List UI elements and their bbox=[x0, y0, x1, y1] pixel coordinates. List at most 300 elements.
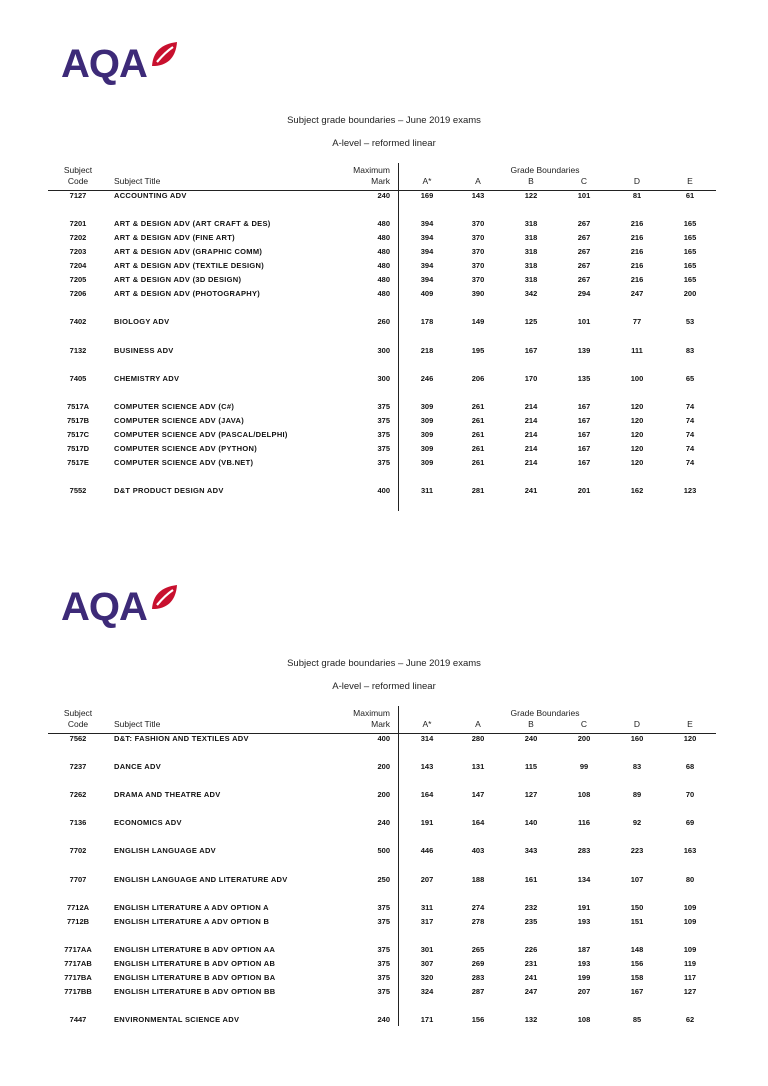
grade-c-cell: 191 bbox=[577, 903, 591, 912]
subject-title-cell: BIOLOGY ADV bbox=[114, 317, 170, 326]
subject-code-cell: 7712B bbox=[66, 917, 90, 926]
grade-astar-cell: 324 bbox=[420, 987, 434, 996]
document-subtitle: A-level – reformed linear bbox=[332, 681, 436, 692]
grade-b-cell: 214 bbox=[524, 416, 538, 425]
subject-code-cell: 7447 bbox=[69, 1015, 87, 1024]
subject-code-cell: 7717AA bbox=[64, 945, 92, 954]
grade-e-cell: 68 bbox=[685, 762, 695, 771]
grade-astar-cell: 246 bbox=[420, 374, 434, 383]
subject-title-cell: ART & DESIGN ADV (TEXTILE DESIGN) bbox=[114, 261, 265, 270]
subject-title-cell: COMPUTER SCIENCE ADV (JAVA) bbox=[114, 416, 245, 425]
table-row bbox=[0, 246, 768, 258]
grade-d-cell: 120 bbox=[630, 430, 644, 439]
table-row bbox=[0, 986, 768, 998]
aqa-logo-text: AQA bbox=[61, 585, 147, 629]
maximum-mark-cell: 480 bbox=[377, 247, 390, 256]
grade-e-cell: 80 bbox=[685, 875, 695, 884]
grade-b-cell: 342 bbox=[524, 289, 538, 298]
maximum-mark-cell: 375 bbox=[377, 903, 390, 912]
grade-a-cell: 261 bbox=[471, 458, 485, 467]
grade-astar-cell: 446 bbox=[420, 846, 434, 855]
maximum-mark-cell: 375 bbox=[377, 430, 390, 439]
grade-b-cell: 226 bbox=[524, 945, 538, 954]
grade-a-cell: 188 bbox=[471, 875, 485, 884]
grade-d-cell: 150 bbox=[630, 903, 644, 912]
subject-code-cell: 7702 bbox=[69, 846, 87, 855]
subject-code-cell: 7552 bbox=[69, 486, 87, 495]
maximum-mark-cell: 480 bbox=[377, 233, 390, 242]
subject-title-cell: COMPUTER SCIENCE ADV (PASCAL/DELPHI) bbox=[114, 430, 288, 439]
grade-c-cell: 200 bbox=[577, 734, 591, 743]
table-row bbox=[0, 260, 768, 272]
header-grade-a: A bbox=[475, 176, 481, 186]
table-row bbox=[0, 789, 768, 801]
maximum-mark-cell: 375 bbox=[377, 917, 390, 926]
grade-c-cell: 193 bbox=[577, 959, 591, 968]
grade-d-cell: 167 bbox=[630, 987, 644, 996]
grade-c-cell: 101 bbox=[577, 317, 591, 326]
grade-b-cell: 318 bbox=[524, 261, 538, 270]
table-row bbox=[0, 457, 768, 469]
grade-b-cell: 122 bbox=[524, 191, 538, 200]
subject-code-cell: 7262 bbox=[69, 790, 87, 799]
grade-b-cell: 240 bbox=[524, 734, 538, 743]
subject-title-cell: ENGLISH LITERATURE B ADV OPTION BB bbox=[114, 987, 276, 996]
document-title: Subject grade boundaries – June 2019 exams bbox=[287, 658, 481, 669]
grade-astar-cell: 309 bbox=[420, 416, 434, 425]
grade-d-cell: 107 bbox=[630, 875, 644, 884]
table-row bbox=[0, 733, 768, 745]
subject-title-cell: ENGLISH LITERATURE B ADV OPTION AA bbox=[114, 945, 276, 954]
grade-astar-cell: 394 bbox=[420, 261, 434, 270]
subject-title-cell: COMPUTER SCIENCE ADV (C#) bbox=[114, 402, 235, 411]
grade-b-cell: 318 bbox=[524, 233, 538, 242]
grade-b-cell: 167 bbox=[524, 346, 538, 355]
header-grade-e: E bbox=[687, 719, 693, 729]
grade-c-cell: 267 bbox=[577, 219, 591, 228]
subject-title-cell: DRAMA AND THEATRE ADV bbox=[114, 790, 221, 799]
grade-e-cell: 117 bbox=[683, 973, 697, 982]
maximum-mark-cell: 480 bbox=[377, 289, 390, 298]
header-subject-code bbox=[48, 708, 108, 730]
grade-a-cell: 269 bbox=[471, 959, 485, 968]
grade-c-cell: 199 bbox=[577, 973, 591, 982]
subject-code-cell: 7206 bbox=[69, 289, 87, 298]
grade-b-cell: 132 bbox=[524, 1015, 538, 1024]
maximum-mark-cell: 260 bbox=[377, 317, 390, 326]
grade-d-cell: 160 bbox=[630, 734, 644, 743]
header-grade-c: C bbox=[580, 719, 588, 729]
grade-d-cell: 89 bbox=[632, 790, 642, 799]
header-grade-d: D bbox=[633, 719, 641, 729]
table-row bbox=[0, 288, 768, 300]
grade-b-cell: 343 bbox=[524, 846, 538, 855]
table-row bbox=[0, 1014, 768, 1026]
maximum-mark-cell: 500 bbox=[377, 846, 390, 855]
grade-e-cell: 165 bbox=[683, 219, 697, 228]
grade-d-cell: 156 bbox=[630, 959, 644, 968]
grade-e-cell: 53 bbox=[685, 317, 695, 326]
grade-astar-cell: 164 bbox=[420, 790, 434, 799]
grade-a-cell: 370 bbox=[471, 233, 485, 242]
subject-code-cell: 7205 bbox=[69, 275, 87, 284]
grade-a-cell: 261 bbox=[471, 444, 485, 453]
header-max-line-2: Mark bbox=[371, 719, 390, 729]
grade-e-cell: 165 bbox=[683, 233, 697, 242]
grade-d-cell: 162 bbox=[630, 486, 644, 495]
subject-code-cell: 7717AB bbox=[64, 959, 92, 968]
grade-b-cell: 170 bbox=[524, 374, 538, 383]
grade-e-cell: 62 bbox=[685, 1015, 695, 1024]
grade-a-cell: 206 bbox=[471, 374, 485, 383]
grade-b-cell: 214 bbox=[524, 402, 538, 411]
header-maximum-mark bbox=[330, 708, 390, 730]
subject-title-cell: ECONOMICS ADV bbox=[114, 818, 182, 827]
header-grade-boundaries: Grade Boundaries bbox=[510, 708, 580, 718]
grade-astar-cell: 394 bbox=[420, 247, 434, 256]
subject-code-cell: 7717BA bbox=[64, 973, 92, 982]
subject-code-cell: 7201 bbox=[69, 219, 87, 228]
header-subject-title: Subject Title bbox=[114, 719, 161, 729]
grade-astar-cell: 178 bbox=[420, 317, 434, 326]
aqa-leaf-icon bbox=[149, 583, 179, 613]
grade-astar-cell: 311 bbox=[420, 903, 434, 912]
grade-c-cell: 167 bbox=[577, 444, 591, 453]
subject-code-cell: 7127 bbox=[69, 191, 87, 200]
subject-title-cell: ART & DESIGN ADV (FINE ART) bbox=[114, 233, 235, 242]
grade-astar-cell: 301 bbox=[420, 945, 434, 954]
grade-a-cell: 195 bbox=[471, 346, 485, 355]
subject-code-cell: 7237 bbox=[69, 762, 87, 771]
table-row bbox=[0, 902, 768, 914]
table-row bbox=[0, 958, 768, 970]
grade-c-cell: 135 bbox=[577, 374, 591, 383]
aqa-logo-text: AQA bbox=[61, 42, 147, 86]
header-subject-title: Subject Title bbox=[114, 176, 161, 186]
grade-c-cell: 267 bbox=[577, 275, 591, 284]
maximum-mark-cell: 375 bbox=[377, 444, 390, 453]
grade-b-cell: 214 bbox=[524, 458, 538, 467]
grade-astar-cell: 307 bbox=[420, 959, 434, 968]
header-grade-c: C bbox=[580, 176, 588, 186]
grade-d-cell: 148 bbox=[630, 945, 644, 954]
grade-d-cell: 247 bbox=[630, 289, 644, 298]
grade-astar-cell: 207 bbox=[420, 875, 434, 884]
grade-c-cell: 294 bbox=[577, 289, 591, 298]
grade-b-cell: 214 bbox=[524, 444, 538, 453]
subject-title-cell: ART & DESIGN ADV (PHOTOGRAPHY) bbox=[114, 289, 261, 298]
grade-e-cell: 165 bbox=[683, 261, 697, 270]
grade-a-cell: 281 bbox=[471, 486, 485, 495]
grade-e-cell: 74 bbox=[685, 444, 695, 453]
table-row bbox=[0, 874, 768, 886]
maximum-mark-cell: 200 bbox=[377, 790, 390, 799]
subject-title-cell: ENGLISH LITERATURE B ADV OPTION BA bbox=[114, 973, 276, 982]
document-subtitle: A-level – reformed linear bbox=[332, 138, 436, 149]
maximum-mark-cell: 250 bbox=[377, 875, 390, 884]
subject-code-cell: 7402 bbox=[69, 317, 87, 326]
grade-c-cell: 167 bbox=[577, 430, 591, 439]
grade-e-cell: 120 bbox=[683, 734, 697, 743]
grade-c-cell: 108 bbox=[577, 1015, 591, 1024]
subject-title-cell: ENGLISH LANGUAGE ADV bbox=[114, 846, 216, 855]
grade-a-cell: 131 bbox=[471, 762, 485, 771]
grade-b-cell: 235 bbox=[524, 917, 538, 926]
grade-e-cell: 123 bbox=[683, 486, 697, 495]
grade-e-cell: 119 bbox=[683, 959, 697, 968]
subject-title-cell: DANCE ADV bbox=[114, 762, 162, 771]
subject-code-cell: 7204 bbox=[69, 261, 87, 270]
header-code-line-1: Subject bbox=[63, 708, 93, 718]
subject-title-cell: ACCOUNTING ADV bbox=[114, 191, 187, 200]
grade-a-cell: 147 bbox=[471, 790, 485, 799]
grade-d-cell: 85 bbox=[632, 1015, 642, 1024]
grade-b-cell: 318 bbox=[524, 247, 538, 256]
grade-astar-cell: 191 bbox=[420, 818, 434, 827]
grade-a-cell: 261 bbox=[471, 430, 485, 439]
grade-astar-cell: 309 bbox=[420, 430, 434, 439]
header-grade-astar: A* bbox=[422, 719, 432, 729]
subject-code-cell: 7707 bbox=[69, 875, 87, 884]
grade-e-cell: 109 bbox=[683, 917, 697, 926]
grade-c-cell: 267 bbox=[577, 247, 591, 256]
grade-a-cell: 390 bbox=[471, 289, 485, 298]
grade-a-cell: 274 bbox=[471, 903, 485, 912]
grade-d-cell: 216 bbox=[630, 275, 644, 284]
subject-title-cell: CHEMISTRY ADV bbox=[114, 374, 180, 383]
table-row bbox=[0, 373, 768, 385]
header-code-line-2: Code bbox=[67, 176, 89, 186]
table-row bbox=[0, 443, 768, 455]
grade-b-cell: 318 bbox=[524, 219, 538, 228]
grade-a-cell: 261 bbox=[471, 416, 485, 425]
table-row bbox=[0, 817, 768, 829]
grade-b-cell: 231 bbox=[524, 959, 538, 968]
grade-c-cell: 187 bbox=[577, 945, 591, 954]
grade-astar-cell: 143 bbox=[420, 762, 434, 771]
grade-b-cell: 140 bbox=[524, 818, 538, 827]
grade-astar-cell: 309 bbox=[420, 444, 434, 453]
grade-d-cell: 216 bbox=[630, 233, 644, 242]
subject-title-cell: ENGLISH LITERATURE B ADV OPTION AB bbox=[114, 959, 276, 968]
subject-code-cell: 7405 bbox=[69, 374, 87, 383]
subject-code-cell: 7517C bbox=[66, 430, 90, 439]
grade-e-cell: 74 bbox=[685, 430, 695, 439]
subject-code-cell: 7517E bbox=[67, 458, 89, 467]
subject-title-cell: D&T PRODUCT DESIGN ADV bbox=[114, 486, 224, 495]
grade-c-cell: 116 bbox=[577, 818, 591, 827]
subject-code-cell: 7712A bbox=[66, 903, 90, 912]
grade-e-cell: 165 bbox=[683, 247, 697, 256]
grade-d-cell: 77 bbox=[632, 317, 642, 326]
header-code-line-1: Subject bbox=[63, 165, 93, 175]
grade-c-cell: 201 bbox=[577, 486, 591, 495]
grade-c-cell: 101 bbox=[577, 191, 591, 200]
table-row bbox=[0, 944, 768, 956]
header-grade-d: D bbox=[633, 176, 641, 186]
grade-c-cell: 167 bbox=[577, 416, 591, 425]
grade-e-cell: 69 bbox=[685, 818, 695, 827]
subject-title-cell: ENGLISH LITERATURE A ADV OPTION B bbox=[114, 917, 270, 926]
table-row bbox=[0, 190, 768, 202]
grade-b-cell: 241 bbox=[524, 486, 538, 495]
maximum-mark-cell: 375 bbox=[377, 973, 390, 982]
subject-code-cell: 7517D bbox=[66, 444, 90, 453]
grade-d-cell: 81 bbox=[632, 191, 642, 200]
subject-code-cell: 7203 bbox=[69, 247, 87, 256]
grade-a-cell: 143 bbox=[471, 191, 485, 200]
subject-title-cell: ART & DESIGN ADV (GRAPHIC COMM) bbox=[114, 247, 263, 256]
maximum-mark-cell: 240 bbox=[377, 818, 390, 827]
grade-astar-cell: 309 bbox=[420, 402, 434, 411]
grade-b-cell: 115 bbox=[524, 762, 538, 771]
header-grade-boundaries: Grade Boundaries bbox=[510, 165, 580, 175]
grade-d-cell: 216 bbox=[630, 219, 644, 228]
header-maximum-mark bbox=[330, 165, 390, 187]
header-grade-b: B bbox=[528, 176, 534, 186]
grade-b-cell: 125 bbox=[524, 317, 538, 326]
grade-a-cell: 280 bbox=[471, 734, 485, 743]
grade-d-cell: 120 bbox=[630, 458, 644, 467]
table-row bbox=[0, 232, 768, 244]
grade-e-cell: 65 bbox=[685, 374, 695, 383]
grade-a-cell: 403 bbox=[471, 846, 485, 855]
maximum-mark-cell: 480 bbox=[377, 219, 390, 228]
grade-c-cell: 267 bbox=[577, 261, 591, 270]
maximum-mark-cell: 375 bbox=[377, 959, 390, 968]
grade-a-cell: 278 bbox=[471, 917, 485, 926]
subject-title-cell: COMPUTER SCIENCE ADV (VB.NET) bbox=[114, 458, 254, 467]
maximum-mark-cell: 375 bbox=[377, 458, 390, 467]
maximum-mark-cell: 240 bbox=[377, 1015, 390, 1024]
table-row bbox=[0, 761, 768, 773]
grade-d-cell: 120 bbox=[630, 402, 644, 411]
table-row bbox=[0, 316, 768, 328]
grade-astar-cell: 394 bbox=[420, 219, 434, 228]
grade-a-cell: 265 bbox=[471, 945, 485, 954]
grade-b-cell: 247 bbox=[524, 987, 538, 996]
grade-astar-cell: 218 bbox=[420, 346, 434, 355]
grade-astar-cell: 309 bbox=[420, 458, 434, 467]
grade-b-cell: 318 bbox=[524, 275, 538, 284]
table-row bbox=[0, 429, 768, 441]
grade-d-cell: 216 bbox=[630, 261, 644, 270]
grade-astar-cell: 394 bbox=[420, 233, 434, 242]
subject-code-cell: 7132 bbox=[69, 346, 87, 355]
grade-b-cell: 232 bbox=[524, 903, 538, 912]
grade-a-cell: 370 bbox=[471, 247, 485, 256]
grade-e-cell: 163 bbox=[683, 846, 697, 855]
subject-code-cell: 7562 bbox=[69, 734, 87, 743]
grade-d-cell: 120 bbox=[630, 416, 644, 425]
grade-astar-cell: 409 bbox=[420, 289, 434, 298]
grade-e-cell: 165 bbox=[683, 275, 697, 284]
grade-a-cell: 261 bbox=[471, 402, 485, 411]
grade-b-cell: 214 bbox=[524, 430, 538, 439]
header-subject-code bbox=[48, 165, 108, 187]
subject-title-cell: ENGLISH LANGUAGE AND LITERATURE ADV bbox=[114, 875, 288, 884]
maximum-mark-cell: 375 bbox=[377, 402, 390, 411]
grade-astar-cell: 314 bbox=[420, 734, 434, 743]
grade-c-cell: 108 bbox=[577, 790, 591, 799]
grade-d-cell: 158 bbox=[630, 973, 644, 982]
grade-d-cell: 216 bbox=[630, 247, 644, 256]
maximum-mark-cell: 240 bbox=[377, 191, 390, 200]
grade-c-cell: 207 bbox=[577, 987, 591, 996]
subject-title-cell: D&T: FASHION AND TEXTILES ADV bbox=[114, 734, 249, 743]
grade-b-cell: 127 bbox=[524, 790, 538, 799]
table-row bbox=[0, 845, 768, 857]
grade-c-cell: 167 bbox=[577, 458, 591, 467]
header-grade-astar: A* bbox=[422, 176, 432, 186]
subject-code-cell: 7717BB bbox=[64, 987, 92, 996]
grade-e-cell: 74 bbox=[685, 458, 695, 467]
subject-code-cell: 7136 bbox=[69, 818, 87, 827]
grade-e-cell: 109 bbox=[683, 945, 697, 954]
header-code-line-2: Code bbox=[67, 719, 89, 729]
grade-e-cell: 200 bbox=[683, 289, 697, 298]
grade-e-cell: 70 bbox=[685, 790, 695, 799]
grade-c-cell: 267 bbox=[577, 233, 591, 242]
maximum-mark-cell: 400 bbox=[377, 734, 390, 743]
grade-astar-cell: 394 bbox=[420, 275, 434, 284]
maximum-mark-cell: 300 bbox=[377, 374, 390, 383]
grade-b-cell: 241 bbox=[524, 973, 538, 982]
grade-e-cell: 109 bbox=[683, 903, 697, 912]
table-row bbox=[0, 972, 768, 984]
table-row bbox=[0, 218, 768, 230]
grade-d-cell: 92 bbox=[632, 818, 642, 827]
header-max-line-1: Maximum bbox=[353, 708, 390, 718]
subject-code-cell: 7517A bbox=[66, 402, 90, 411]
subject-title-cell: ART & DESIGN ADV (3D DESIGN) bbox=[114, 275, 242, 284]
maximum-mark-cell: 375 bbox=[377, 987, 390, 996]
table-row bbox=[0, 345, 768, 357]
grade-c-cell: 283 bbox=[577, 846, 591, 855]
maximum-mark-cell: 480 bbox=[377, 275, 390, 284]
grade-astar-cell: 320 bbox=[420, 973, 434, 982]
maximum-mark-cell: 375 bbox=[377, 945, 390, 954]
grade-d-cell: 120 bbox=[630, 444, 644, 453]
aqa-logo bbox=[61, 42, 179, 84]
subject-code-cell: 7202 bbox=[69, 233, 87, 242]
grade-a-cell: 287 bbox=[471, 987, 485, 996]
grade-astar-cell: 317 bbox=[420, 917, 434, 926]
document-title: Subject grade boundaries – June 2019 exams bbox=[287, 115, 481, 126]
maximum-mark-cell: 300 bbox=[377, 346, 390, 355]
grade-d-cell: 100 bbox=[630, 374, 644, 383]
table-row bbox=[0, 274, 768, 286]
grade-c-cell: 134 bbox=[577, 875, 591, 884]
maximum-mark-cell: 375 bbox=[377, 416, 390, 425]
subject-code-cell: 7517B bbox=[66, 416, 90, 425]
grade-e-cell: 74 bbox=[685, 416, 695, 425]
maximum-mark-cell: 480 bbox=[377, 261, 390, 270]
grade-c-cell: 99 bbox=[579, 762, 589, 771]
subject-title-cell: ART & DESIGN ADV (ART CRAFT & DES) bbox=[114, 219, 271, 228]
header-grade-b: B bbox=[528, 719, 534, 729]
grade-d-cell: 223 bbox=[630, 846, 644, 855]
grade-a-cell: 283 bbox=[471, 973, 485, 982]
grade-c-cell: 193 bbox=[577, 917, 591, 926]
subject-title-cell: ENGLISH LITERATURE A ADV OPTION A bbox=[114, 903, 269, 912]
subject-title-cell: COMPUTER SCIENCE ADV (PYTHON) bbox=[114, 444, 258, 453]
grade-d-cell: 151 bbox=[630, 917, 644, 926]
subject-title-cell: ENVIRONMENTAL SCIENCE ADV bbox=[114, 1015, 240, 1024]
grade-a-cell: 156 bbox=[471, 1015, 485, 1024]
grade-a-cell: 164 bbox=[471, 818, 485, 827]
grade-d-cell: 111 bbox=[631, 346, 643, 355]
